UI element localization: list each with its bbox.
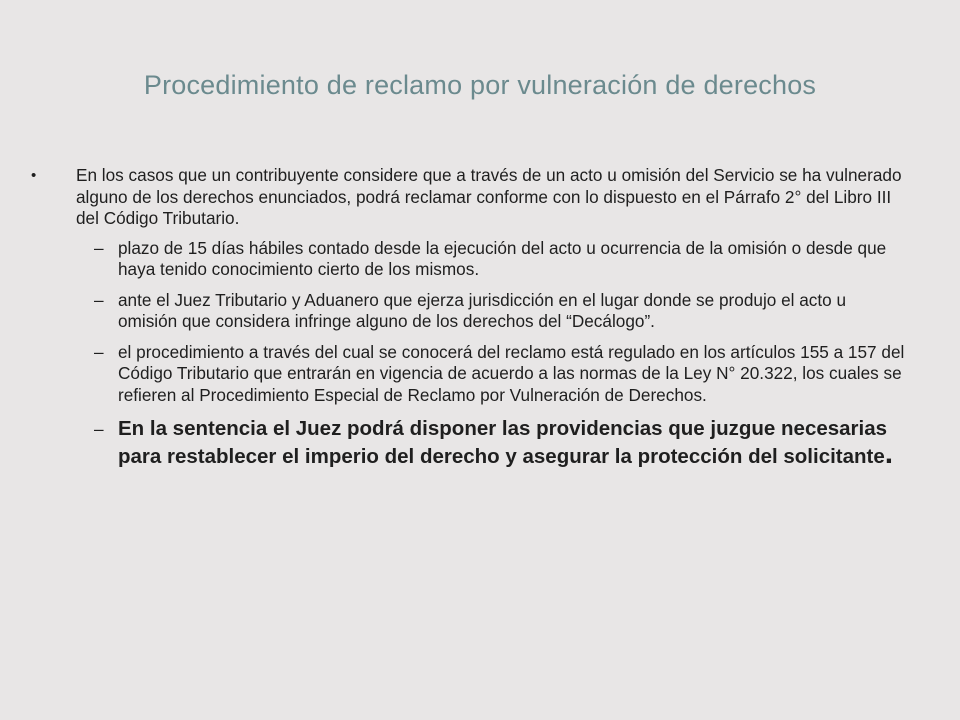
dash-marker: – [94,237,104,258]
dash-marker: – [94,419,104,439]
final-period: . [884,437,894,470]
main-bullet [31,165,906,230]
sub-bullet [66,290,906,333]
main-bullet-text: En los casos que un contribuyente considere que a través de un acto u omisión del Servicio se ha vulnerado alguno de los derechos enunciados, podrá reclamar conforme con lo dispuesto en el Párrafo 2° del Libro III del Código Tributario. [76,165,902,228]
final-bullet-text: En la sentencia el Juez podrá disponer las providencias que juzgue necesarias para restablecer el imperio del derecho y asegurar la protección del solicitante [118,417,888,468]
sub-bullet [66,342,906,407]
final-sub-bullet [66,415,906,471]
sub-bullet-text: ante el Juez Tributario y Aduanero que ejerza jurisdicción en el lugar donde se produjo el acto u omisión que considera infringe alguno de los derechos del “Decálogo”. [118,289,847,331]
slide-content [31,165,906,480]
sub-bullet-text: plazo de 15 días hábiles contado desde la ejecución del acto u ocurrencia de la omisión o desde que haya tenido conocimiento cierto de los mismos. [118,237,887,279]
sub-bullet-text: el procedimiento a través del cual se conocerá del reclamo está regulado en los artículos 155 a 157 del Código Tributario que entrarán en vigencia de acuerdo a las normas de la Ley N° 20.322, los cuales se refieren al Procedimiento Especial de Reclamo por Vulneración de Derechos. [118,341,905,405]
bullet-marker: • [31,167,37,184]
dash-marker: – [94,289,104,310]
dash-marker: – [94,341,104,362]
slide-title: Procedimiento de reclamo por vulneración de derechos [143,70,817,100]
sub-bullet [66,238,906,281]
